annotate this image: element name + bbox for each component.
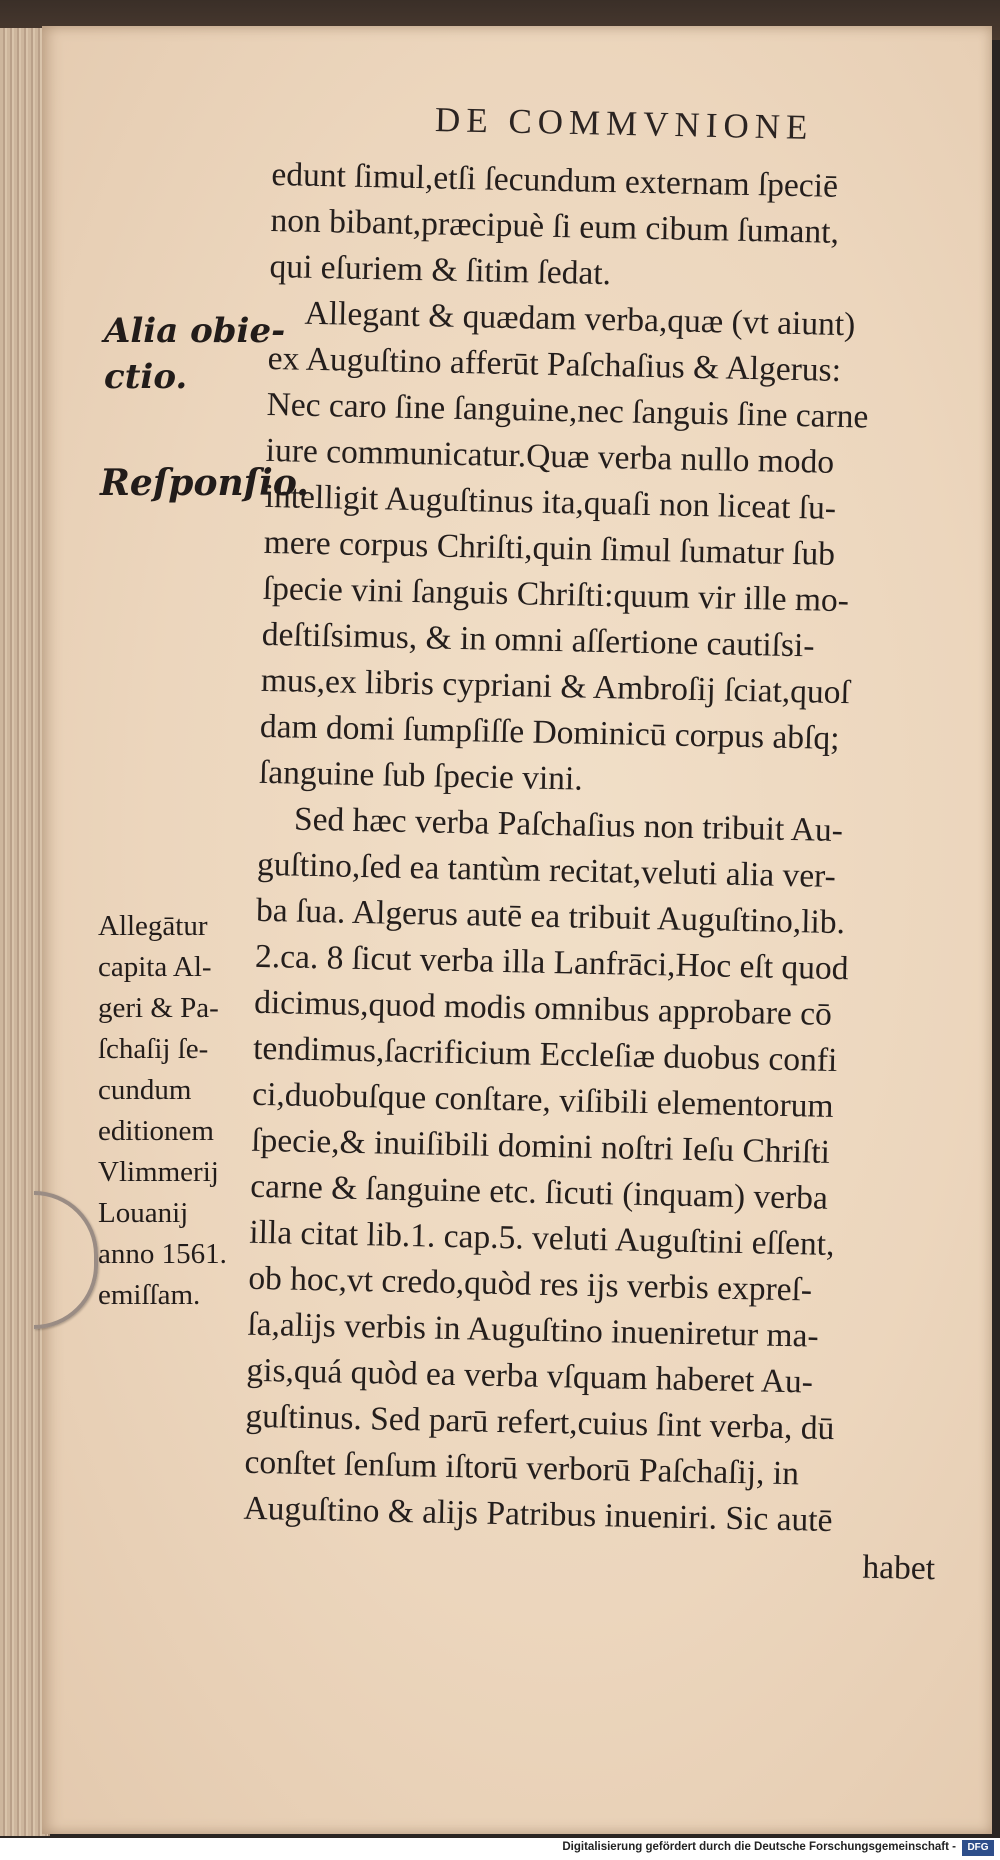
- margin-note-line: capita Al-: [98, 951, 212, 983]
- paper-clip-icon: [34, 1191, 98, 1329]
- margin-note-line: ctio.: [104, 357, 188, 397]
- text-line: non bibant,præcipuè ſi eum cibum ſumant,: [270, 201, 840, 251]
- text-line: dicimus,quod modis omnibus approbare cō: [253, 983, 833, 1033]
- margin-note-line: ſchaſij ſe-: [98, 1033, 209, 1065]
- text-line: 2.ca. 8 ſicut verba illa Lanfrāci,Hoc eſt quod: [254, 937, 849, 988]
- text-line: Nec caro ſine ſanguine,nec ſanguis ſine carne: [266, 385, 869, 436]
- text-line: ſanguine ſub ſpecie vini.: [258, 753, 584, 798]
- text-line: gis,quá quòd ea verba vſquam haberet Au-: [246, 1351, 814, 1401]
- text-line: mus,ex libris cypriani & Ambroſij ſciat,quoſ: [260, 661, 851, 712]
- margin-note-line: Alia obie-: [104, 311, 286, 351]
- text-line: mere corpus Chriſti,quin ſimul ſumatur ſub: [263, 523, 836, 573]
- text-line: ex Auguſtino afferūt Paſchaſius & Algerus:: [267, 339, 842, 389]
- text-line: tendimus,ſacrificium Eccleſiæ duobus confi: [252, 1029, 838, 1080]
- margin-note-responsio: Reſponſio.: [100, 462, 309, 504]
- text-line: ſpecie vini ſanguis Chriſti:quum vir ille mo-: [262, 569, 850, 620]
- page-header: DE COMMVNIONE: [434, 100, 814, 147]
- margin-note-line: Louanij: [98, 1197, 189, 1229]
- margin-note-line: Allegātur: [98, 910, 208, 942]
- text-line: ſa,alijs verbis in Auguſtino inueniretur ma-: [247, 1305, 819, 1355]
- margin-note-line: editionem: [98, 1115, 214, 1147]
- body-text: [242, 152, 992, 1593]
- text-line: qui eſuriem & ſitim ſedat.: [269, 247, 612, 293]
- text-line: guſtino,ſed ea tantùm recitat,veluti alia ver-: [256, 845, 837, 895]
- text-line: deſtiſsimus, & in omni aſſertione cautiſsi-: [261, 615, 815, 665]
- text-line: guſtinus. Sed parū refert,cuius ſint verba, dū: [245, 1397, 835, 1448]
- margin-note-line: Vlimmerij: [98, 1156, 219, 1188]
- text-line: ba ſua. Algerus autē ea tribuit Auguſtino,lib.: [255, 891, 846, 942]
- text-line: dam domi ſumpſiſſe Dominicū corpus abſq;: [259, 707, 840, 758]
- text-line: intelligit Auguſtinus ita,quaſi non liceat ſu-: [264, 477, 837, 527]
- text-line: ob hoc,vt credo,quòd res ijs verbis expreſ-: [248, 1259, 813, 1309]
- text-line: conſtet ſenſum iſtorū verborū Paſchaſij, in: [244, 1443, 800, 1493]
- margin-note-line: anno 1561.: [98, 1238, 227, 1270]
- margin-note-line: cundum: [98, 1074, 192, 1106]
- text-line: illa citat lib.1. cap.5. veluti Auguſtini eſſent,: [248, 1213, 835, 1264]
- text-line: Auguſtino & alijs Patribus inueniri. Sic autē: [243, 1489, 833, 1540]
- text-line: carne & ſanguine etc. ſicuti (inquam) verba: [249, 1167, 829, 1217]
- margin-note-line: geri & Pa-: [98, 992, 219, 1024]
- margin-note-line: emiſſam.: [98, 1279, 201, 1311]
- margin-note-allegatur: [98, 906, 227, 1316]
- text-line: Allegant & quædam verba,quæ (vt aiunt): [304, 294, 856, 344]
- text-line: ſpecie,& inuiſibili domini noſtri Ieſu Chriſti: [250, 1121, 831, 1171]
- text-line: ci,duobuſque conſtare, viſibili elementorum: [251, 1075, 834, 1125]
- digitization-credit: Digitalisierung gefördert durch die Deutsche Forschungsgemeinschaft -: [562, 1841, 956, 1853]
- catchword: habet: [862, 1548, 936, 1588]
- text-line: edunt ſimul,etſi ſecundum externam ſpeciē: [271, 155, 839, 205]
- dfg-logo: DFG: [962, 1840, 994, 1856]
- text-line: Sed hæc verba Paſchaſius non tribuit Au-: [293, 800, 844, 850]
- text-line: iure communicatur.Quæ verba nullo modo: [265, 431, 835, 481]
- margin-note-obiectio: [104, 308, 285, 400]
